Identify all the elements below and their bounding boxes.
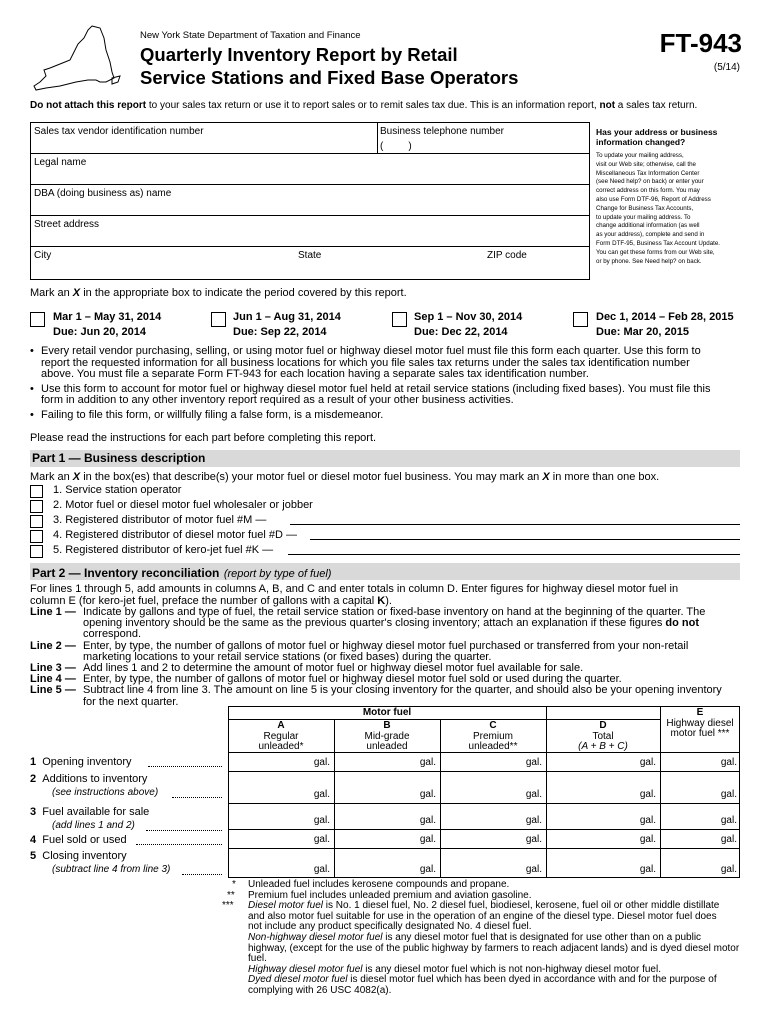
motor-fuel-header: Motor fuel bbox=[362, 707, 412, 718]
vendor-id-label: Sales tax vendor identification number bbox=[34, 126, 204, 137]
line-4-col-d-field[interactable] bbox=[547, 830, 634, 847]
gallon-unit-label: gal. bbox=[720, 834, 737, 845]
footnote-3: *** Diesel motor fuel is No. 1 diesel fuel, No. 2 diesel fuel, biodiesel, kerosene, fuel oil or other middle distillate and also motor fuel suitable for use in the operation of an engine of the diesel type. Diesel motor fuel does not include any product specifically designated No. 4 diesel fuel. Non-highway diesel motor fuel is any diesel motor fuel that is designated for use other than on a public highway, (except for the use of the public highway by farmers to reach adjacent lands) and is dyed diesel motor fuel. Highway diesel motor fuel is any diesel motor fuel which is not non-highway diesel motor fuel. Dyed diesel motor fuel is diesel motor fuel which has been dyed in accordance with and for the purpose of complying with 26 USC 4082(a). bbox=[222, 900, 740, 996]
bullet-item-1: • Every retail vendor purchasing, selling, or using motor fuel or highway diesel motor fuel must file this form each quarter. Use this form to report the requested information for all business locations for which you file sales tax returns under the sales tax identification number above. You must file a separate Form FT-943 for each location having a separate sales tax identification number. bbox=[30, 345, 701, 380]
dba-field[interactable] bbox=[33, 200, 583, 214]
form-title-line2: Service Stations and Fixed Base Operators bbox=[140, 67, 519, 88]
dba-label: DBA (doing business as) name bbox=[34, 188, 172, 199]
form-number: FT-943 bbox=[659, 28, 742, 58]
line-3-col-e-field[interactable] bbox=[661, 804, 715, 828]
line-3-instruction: Line 3 — Add lines 1 and 2 to determine the amount of motor fuel or highway diesel motor fuel available for sale. bbox=[30, 662, 584, 675]
period-checkbox-4[interactable] bbox=[573, 312, 588, 327]
address-change-line: as your address), complete and send in bbox=[596, 231, 705, 239]
phone-field[interactable]: ( ) bbox=[380, 141, 412, 152]
zip-label: ZIP code bbox=[487, 250, 527, 261]
legal-name-label: Legal name bbox=[34, 157, 87, 168]
col-b-header: B Mid-grade unleaded bbox=[364, 720, 410, 752]
address-change-line: Miscellaneous Tax Information Center bbox=[596, 169, 700, 177]
gallon-unit-label: gal. bbox=[720, 815, 737, 826]
row-2-sublabel: (see instructions above) bbox=[52, 787, 159, 798]
business-option-4: 4. Registered distributor of diesel motor fuel #D — bbox=[53, 529, 297, 541]
col-c-header: C Premium unleaded** bbox=[468, 720, 518, 752]
footnote-2: ** Premium fuel includes unleaded premium and aviation gasoline. bbox=[227, 889, 532, 901]
department-name: New York State Department of Taxation and Finance bbox=[140, 30, 361, 41]
read-instructions-note: Please read the instructions for each part before completing this report. bbox=[30, 432, 377, 444]
state-label: State bbox=[298, 250, 322, 261]
line-3-col-b-field[interactable] bbox=[335, 804, 414, 828]
street-field[interactable] bbox=[33, 231, 583, 245]
business-checkbox-5[interactable] bbox=[30, 545, 43, 558]
business-option-2: 2. Motor fuel or diesel motor fuel wholesaler or jobber bbox=[53, 499, 313, 511]
gallon-unit-label: gal. bbox=[525, 757, 542, 768]
gallon-unit-label: gal. bbox=[639, 864, 656, 875]
gallon-unit-label: gal. bbox=[419, 757, 436, 768]
nys-map-logo bbox=[30, 24, 122, 94]
line-1-col-e-field[interactable] bbox=[661, 753, 715, 770]
row-5-sublabel: (subtract line 4 from line 3) bbox=[52, 864, 171, 875]
line-1-col-c-field[interactable] bbox=[441, 753, 520, 770]
business-option-1: 1. Service station operator bbox=[53, 484, 182, 496]
period-checkbox-1[interactable] bbox=[30, 312, 45, 327]
line-2-col-d-field[interactable] bbox=[547, 772, 634, 802]
street-label: Street address bbox=[34, 219, 100, 230]
gallon-unit-label: gal. bbox=[639, 815, 656, 826]
gallon-unit-label: gal. bbox=[419, 789, 436, 800]
gallon-unit-label: gal. bbox=[639, 789, 656, 800]
period-instruction: Mark an X in the appropriate box to indicate the period covered by this report. bbox=[30, 287, 407, 299]
gallon-unit-label: gal. bbox=[525, 864, 542, 875]
address-change-text bbox=[596, 152, 746, 266]
gallon-unit-label: gal. bbox=[313, 789, 330, 800]
gallon-unit-label: gal. bbox=[639, 757, 656, 768]
business-checkbox-3[interactable] bbox=[30, 515, 43, 528]
row-3-sublabel: (add lines 1 and 2) bbox=[52, 820, 135, 831]
row-4-label: 4 Fuel sold or used bbox=[30, 834, 127, 846]
line-2-col-c-field[interactable] bbox=[441, 772, 520, 802]
gallon-unit-label: gal. bbox=[419, 815, 436, 826]
form-revision: (5/14) bbox=[713, 62, 740, 73]
bullet-item-2: • Use this form to account for motor fuel or highway diesel motor fuel held at retail service stations (including fixed bases). You must file this form in addition to any other inventory report required as a result of your other business activities. bbox=[30, 382, 711, 406]
business-option-3: 3. Registered distributor of motor fuel #M — bbox=[53, 514, 267, 526]
form-title-line1: Quarterly Inventory Report by Retail bbox=[140, 44, 458, 65]
part1-title: Part 1 — Business description bbox=[32, 451, 206, 465]
part2-intro: For lines 1 through 5, add amounts in columns A, B, and C and enter totals in column D. Enter figures for highway diesel motor fuel in column E (for kero-jet fuel, preface the number of gallons with a capital K). bbox=[30, 583, 679, 607]
gallon-unit-label: gal. bbox=[419, 834, 436, 845]
period-checkbox-3[interactable] bbox=[392, 312, 407, 327]
part1-instruction: Mark an X in the box(es) that describe(s) your motor fuel or diesel motor fuel business. You may mark an X in more than one box. bbox=[30, 471, 660, 483]
line-1-instruction: Line 1 — Indicate by gallons and type of fuel, the retail service station or fixed-base inventory on hand at the beginning of the quarter. The opening inventory should be the same as the previous quarter's closing inventory; attach an explanation if these figures do not correspond. bbox=[30, 606, 706, 641]
address-change-line: correct address on this form. You may bbox=[596, 187, 700, 195]
line-3-col-c-field[interactable] bbox=[441, 804, 520, 828]
line-3-col-d-field[interactable] bbox=[547, 804, 634, 828]
line-1-col-d-field[interactable] bbox=[547, 753, 634, 770]
bullet-list bbox=[30, 346, 711, 421]
city-state-zip-field[interactable] bbox=[33, 262, 583, 278]
line-5-col-a-field[interactable] bbox=[229, 849, 308, 877]
line-4-col-a-field[interactable] bbox=[229, 830, 308, 847]
gallon-unit-label: gal. bbox=[525, 789, 542, 800]
period-option-4: Dec 1, 2014 – Feb 28, 2015 Due: Mar 20, 2015 bbox=[596, 311, 734, 338]
business-checkbox-4[interactable] bbox=[30, 530, 43, 543]
gallon-unit-label: gal. bbox=[720, 789, 737, 800]
address-change-line: also use Form DTF-96, Report of Address bbox=[596, 195, 711, 203]
address-change-line: To update your mailing address, bbox=[596, 152, 684, 159]
line-2-instruction: Line 2 — Enter, by type, the number of gallons of motor fuel or highway diesel motor fuel purchased or transferred from your non-retail marketing locations to your retail service stations (or fixed bases) during the quarter. bbox=[30, 639, 689, 663]
phone-label: Business telephone number bbox=[380, 126, 504, 137]
vendor-id-field[interactable] bbox=[33, 138, 373, 152]
line-1-col-b-field[interactable] bbox=[335, 753, 414, 770]
attachment-notice: Do not attach this report to your sales tax return or use it to report sales or to remit sales tax due. This is an information report, not a sales tax return. bbox=[30, 100, 698, 111]
line-5-col-e-field[interactable] bbox=[661, 849, 715, 877]
col-a-header: A Regular unleaded* bbox=[258, 720, 304, 752]
col-d-header: D Total (A + B + C) bbox=[578, 720, 628, 752]
line-4-col-c-field[interactable] bbox=[441, 830, 520, 847]
footnote-1: * Unleaded fuel includes kerosene compounds and propane. bbox=[232, 879, 510, 890]
line-5-col-b-field[interactable] bbox=[335, 849, 414, 877]
period-option-1: Mar 1 – May 31, 2014 Due: Jun 20, 2014 bbox=[53, 311, 162, 338]
address-change-line: (see Need help? on back) or enter your bbox=[596, 178, 704, 186]
row-2-label: 2 Additions to inventory bbox=[30, 773, 148, 785]
period-option-3: Sep 1 – Nov 30, 2014 Due: Dec 22, 2014 bbox=[414, 311, 523, 338]
business-checkbox-2[interactable] bbox=[30, 500, 43, 513]
gallon-unit-label: gal. bbox=[525, 815, 542, 826]
line-2-col-b-field[interactable] bbox=[335, 772, 414, 802]
line-4-col-e-field[interactable] bbox=[661, 830, 715, 847]
row-5-label: 5 Closing inventory bbox=[30, 850, 127, 862]
line-5-col-d-field[interactable] bbox=[547, 849, 634, 877]
address-change-line: visit our Web site; otherwise, call the bbox=[596, 160, 696, 168]
bullet-item-3: • Failing to file this form, or willfully filing a false form, is a misdemeanor. bbox=[30, 408, 384, 421]
gallon-unit-label: gal. bbox=[313, 815, 330, 826]
address-change-line: Change for Business Tax Accounts, bbox=[596, 204, 694, 212]
address-change-line: to update your mailing address. To bbox=[596, 213, 691, 221]
footnotes bbox=[222, 880, 742, 997]
gallon-unit-label: gal. bbox=[313, 834, 330, 845]
motor-fuel-reg-number-field[interactable] bbox=[290, 524, 740, 525]
line-4-instruction: Line 4 — Enter, by type, the number of gallons of motor fuel or highway diesel motor fuel sold or used during the quarter. bbox=[30, 673, 622, 686]
business-checkbox-1[interactable] bbox=[30, 485, 43, 498]
legal-name-field[interactable] bbox=[33, 169, 583, 183]
gallon-unit-label: gal. bbox=[419, 864, 436, 875]
line-4-col-b-field[interactable] bbox=[335, 830, 414, 847]
line-2-col-e-field[interactable] bbox=[661, 772, 715, 802]
row-3-label: 3 Fuel available for sale bbox=[30, 806, 150, 818]
row-1-label: 1 Opening inventory bbox=[30, 756, 132, 768]
gallon-unit-label: gal. bbox=[313, 757, 330, 768]
line-3-col-a-field[interactable] bbox=[229, 804, 308, 828]
address-change-line: or by phone. See Need help? on back. bbox=[596, 257, 702, 265]
diesel-reg-number-field[interactable] bbox=[310, 539, 740, 540]
address-change-line: Form DTF-95, Business Tax Account Update. bbox=[596, 239, 721, 247]
col-e-header: E Highway diesel motor fuel *** bbox=[666, 707, 734, 739]
city-label: City bbox=[34, 250, 52, 261]
gallon-unit-label: gal. bbox=[313, 864, 330, 875]
gallon-unit-label: gal. bbox=[720, 864, 737, 875]
line-instructions bbox=[30, 607, 750, 708]
address-change-panel: Has your address or business information changed? To update your mailing address, visit our Web site; otherwise, call the Miscellaneous Tax Information Center (see Need help? on back) or enter your correct address on this form. You may also use Form DTF-96, Report of Address Change for Business Tax Accounts, to update your mailing address. To change additional information (as well as your address), complete and send in Form DTF-95, Business Tax Account Update. You can get these forms from our Web site, or by phone. See Need help? on back. bbox=[596, 127, 746, 266]
gallon-unit-label: gal. bbox=[525, 834, 542, 845]
business-option-5: 5. Registered distributor of kero-jet fuel #K — bbox=[53, 544, 274, 556]
line-5-instruction: Line 5 — Subtract line 4 from line 3. The amount on line 5 is your closing inventory for the quarter, and should also be your opening inventory for the next quarter. bbox=[30, 684, 722, 708]
period-option-2: Jun 1 – Aug 31, 2014 Due: Sep 22, 2014 bbox=[233, 311, 341, 338]
address-change-line: You can get these forms from our Web site, bbox=[596, 248, 715, 256]
line-1-col-a-field[interactable] bbox=[229, 753, 308, 770]
kerojet-reg-number-field[interactable] bbox=[288, 554, 740, 555]
line-5-col-c-field[interactable] bbox=[441, 849, 520, 877]
address-change-line: change additional information (as well bbox=[596, 222, 700, 230]
part2-title: Part 2 — Inventory reconciliation (report by type of fuel) bbox=[32, 566, 332, 580]
gallon-unit-label: gal. bbox=[720, 757, 737, 768]
period-checkbox-2[interactable] bbox=[211, 312, 226, 327]
gallon-unit-label: gal. bbox=[639, 834, 656, 845]
line-2-col-a-field[interactable] bbox=[229, 772, 308, 802]
